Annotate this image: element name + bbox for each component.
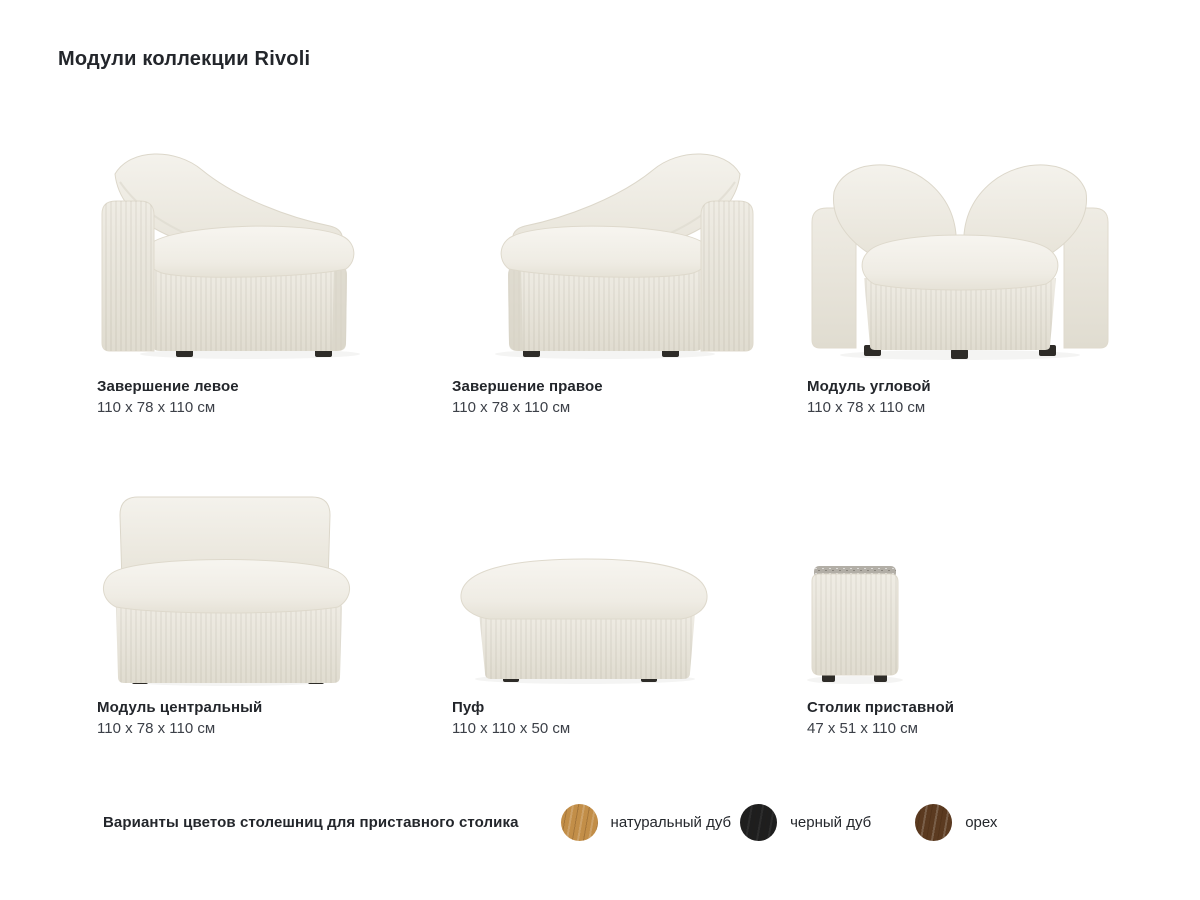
module-name: Завершение правое (452, 378, 603, 395)
tabletop-color-option-walnut (915, 804, 997, 841)
module-card-left-end (90, 138, 445, 419)
modules-row-bottom (0, 477, 1200, 740)
central-module-image (90, 477, 445, 687)
module-dimensions: 110 x 78 x 110 см (97, 399, 216, 416)
right-end-module-image (445, 138, 800, 366)
corner-module-image (800, 138, 1155, 366)
swatch-label: черный дуб (790, 813, 872, 831)
module-name: Завершение левое (97, 378, 239, 395)
module-name: Модуль угловой (807, 378, 931, 395)
swatch-label: орех (965, 813, 998, 831)
module-dimensions: 110 x 110 x 50 см (452, 720, 571, 737)
module-name: Модуль центральный (97, 699, 263, 716)
module-card-pouf (445, 477, 800, 740)
module-card-corner (800, 138, 1155, 419)
module-name: Пуф (452, 699, 485, 716)
page-title: Модули коллекции Rivoli (58, 48, 311, 70)
module-dimensions: 110 x 78 x 110 см (97, 720, 216, 737)
module-dimensions: 110 x 78 x 110 см (452, 399, 571, 416)
walnut-swatch (915, 804, 952, 841)
module-card-central (90, 477, 445, 740)
tabletop-color-option-black-oak (740, 804, 871, 841)
tabletop-color-option-natural-oak (561, 804, 732, 841)
pouf-image (445, 477, 800, 687)
module-name: Столик приставной (807, 699, 955, 716)
left-end-module-image (90, 138, 445, 366)
module-card-side-table (800, 477, 1155, 740)
modules-row-top (0, 138, 1200, 419)
side-table-image (800, 477, 1155, 687)
tabletop-colors-caption: Варианты цветов столешниц для приставного столика (103, 813, 519, 831)
swatch-label: натуральный дуб (610, 813, 732, 831)
tabletop-colors-legend (0, 804, 1200, 841)
natural-oak-swatch (561, 804, 598, 841)
module-dimensions: 110 x 78 x 110 см (807, 399, 926, 416)
black-oak-swatch (740, 804, 777, 841)
module-card-right-end (445, 138, 800, 419)
module-dimensions: 47 x 51 x 110 см (807, 720, 918, 737)
